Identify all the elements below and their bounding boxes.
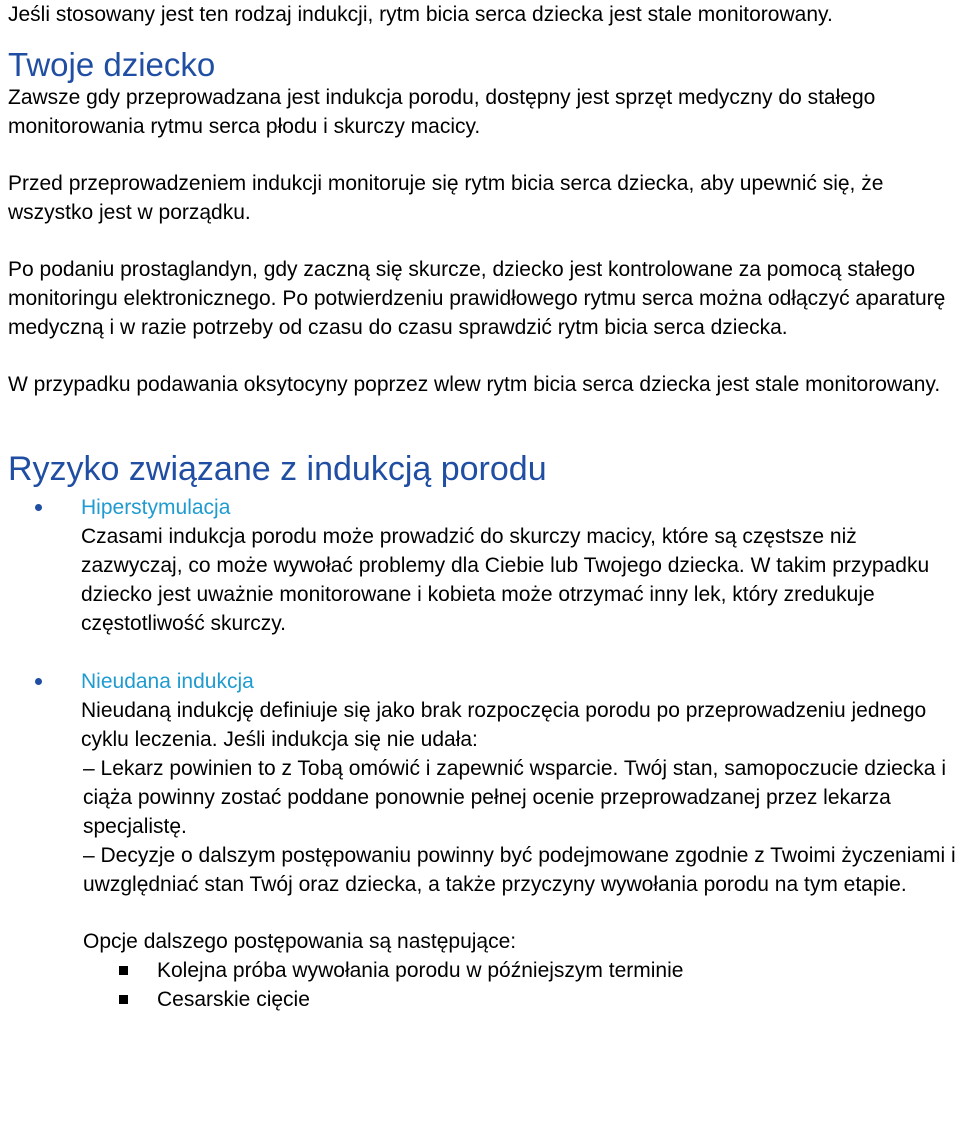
section-heading-twoje-dziecko: Twoje dziecko	[8, 46, 216, 83]
dash-item: – Lekarz powinien to z Tobą omówić i zapewnić wsparcie. Twój stan, samopoczucie dziecka i ciąża powinny zostać poddane ponownie pełnej ocenie przeprowadzanej przez lekarza specjalistę.	[83, 757, 946, 838]
risk-title: Nieudana indukcja	[81, 670, 254, 693]
risk-item-nieudana-indukcja	[8, 667, 958, 754]
intro-paragraph: Jeśli stosowany jest ten rodzaj indukcji, rytm bicia serca dziecka jest stale monitorowany.	[8, 3, 833, 26]
option-item	[83, 956, 958, 985]
option-item	[83, 985, 958, 1014]
risk-list	[8, 493, 958, 754]
paragraph: Po podaniu prostaglandyn, gdy zaczną się skurcze, dziecko jest kontrolowane za pomocą stałego monitoringu elektronicznego. Po potwierdzeniu prawidłowego rytmu serca można odłączyć aparaturę medyczną i w razie potrzeby od czasu do czasu sprawdzić rytm bicia serca dziecka.	[8, 258, 946, 339]
dash-item: – Decyzje o dalszym postępowaniu powinny być podejmowane zgodnie z Twoimi życzeniami i uwzględniać stan Twój oraz dziecka, a także przyczyny wywołania porodu na tym etapie.	[83, 844, 956, 896]
document-page	[8, 0, 958, 1014]
paragraph: Przed przeprowadzeniem indukcji monitoruje się rytm bicia serca dziecka, aby upewnić się, że wszystko jest w porządku.	[8, 172, 884, 224]
option-label: Kolejna próba wywołania porodu w późniejszym terminie	[157, 959, 684, 982]
section-heading-ryzyko: Ryzyko związane z indukcją porodu	[8, 450, 547, 488]
options-list	[83, 956, 958, 1014]
square-bullet-icon	[119, 966, 128, 975]
option-label: Cesarskie cięcie	[157, 988, 310, 1011]
risk-body: Czasami indukcja porodu może prowadzić do skurczy macicy, które są częstsze niż zazwyczaj, co może wywołać problemy dla Ciebie lub Twojego dziecka. W takim przypadku dziecko jest uważnie monitorowane i kobieta może otrzymać inny lek, który zredukuje częstotliwość skurczy.	[81, 525, 930, 635]
options-intro: Opcje dalszego postępowania są następujące:	[83, 930, 517, 953]
risk-body: Nieudaną indukcję definiuje się jako brak rozpoczęcia porodu po przeprowadzeniu jednego cyklu leczenia. Jeśli indukcja się nie udała:	[81, 699, 927, 751]
risk-title: Hiperstymulacja	[81, 496, 231, 519]
square-bullet-icon	[119, 995, 128, 1004]
paragraph: W przypadku podawania oksytocyny poprzez wlew rytm bicia serca dziecka jest stale monitorowany.	[8, 373, 941, 396]
paragraph: Zawsze gdy przeprowadzana jest indukcja porodu, dostępny jest sprzęt medyczny do stałego monitorowania rytmu serca płodu i skurczy macicy.	[8, 86, 876, 138]
bullet-dot-icon	[35, 504, 42, 511]
risk-item-hiperstymulacja	[8, 493, 958, 638]
bullet-dot-icon	[35, 678, 42, 685]
